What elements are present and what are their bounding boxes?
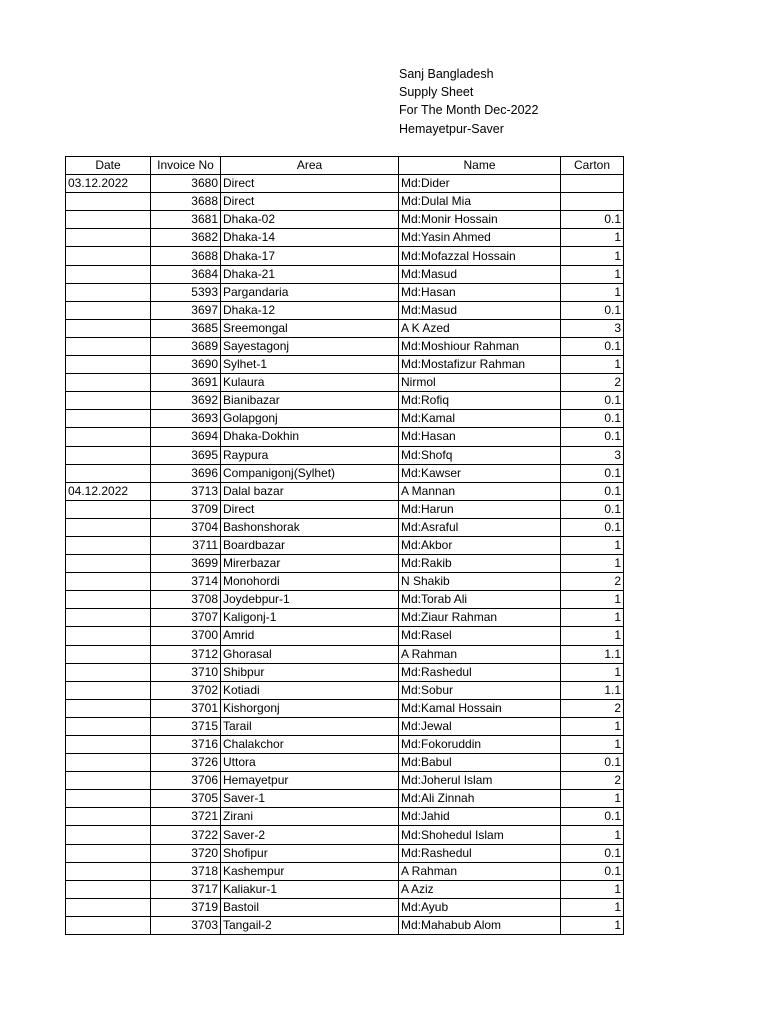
- cell-area: Kotiadi: [221, 681, 399, 699]
- cell-carton: 0.1: [561, 844, 624, 862]
- cell-date: [66, 573, 151, 591]
- table-row: [66, 880, 624, 898]
- cell-area: Saver-1: [221, 790, 399, 808]
- cell-name: Md:Masud: [399, 301, 561, 319]
- table-row: [66, 337, 624, 355]
- table-row: [66, 772, 624, 790]
- cell-invoice: 3691: [151, 374, 221, 392]
- cell-carton: 3: [561, 446, 624, 464]
- table-row: [66, 482, 624, 500]
- table-header-row: [66, 157, 624, 175]
- table-row: [66, 699, 624, 717]
- table-row: [66, 518, 624, 536]
- cell-carton: 1: [561, 880, 624, 898]
- column-header-date: Date: [66, 157, 151, 175]
- cell-name: Md:Monir Hossain: [399, 211, 561, 229]
- table-row: [66, 717, 624, 735]
- table-row: [66, 247, 624, 265]
- cell-area: Mirerbazar: [221, 555, 399, 573]
- cell-invoice: 3718: [151, 862, 221, 880]
- cell-invoice: 3693: [151, 410, 221, 428]
- cell-carton: 0.1: [561, 337, 624, 355]
- column-header-name: Name: [399, 157, 561, 175]
- cell-area: Uttora: [221, 754, 399, 772]
- cell-name: A Mannan: [399, 482, 561, 500]
- cell-name: Md:Hasan: [399, 283, 561, 301]
- cell-carton: 1: [561, 229, 624, 247]
- cell-name: A Aziz: [399, 880, 561, 898]
- cell-area: Hemayetpur: [221, 772, 399, 790]
- table-row: [66, 609, 624, 627]
- cell-date: 04.12.2022: [66, 482, 151, 500]
- cell-name: Md:Shofq: [399, 446, 561, 464]
- cell-carton: 1: [561, 717, 624, 735]
- cell-carton: 0.1: [561, 410, 624, 428]
- table-row: [66, 754, 624, 772]
- cell-name: Md:Rakib: [399, 555, 561, 573]
- cell-area: Sreemongal: [221, 319, 399, 337]
- cell-date: [66, 283, 151, 301]
- cell-name: A Rahman: [399, 645, 561, 663]
- cell-name: Md:Masud: [399, 265, 561, 283]
- cell-date: [66, 754, 151, 772]
- table-row: [66, 555, 624, 573]
- cell-invoice: 3710: [151, 663, 221, 681]
- cell-name: Md:Kawser: [399, 464, 561, 482]
- cell-carton: [561, 175, 624, 193]
- cell-date: [66, 500, 151, 518]
- cell-carton: 0.1: [561, 211, 624, 229]
- cell-invoice: 3715: [151, 717, 221, 735]
- table-row: [66, 175, 624, 193]
- table-row: [66, 808, 624, 826]
- table-row: [66, 844, 624, 862]
- cell-area: Pargandaria: [221, 283, 399, 301]
- cell-date: [66, 808, 151, 826]
- cell-date: [66, 663, 151, 681]
- cell-name: Md:Rashedul: [399, 844, 561, 862]
- cell-name: Md:Kamal Hossain: [399, 699, 561, 717]
- cell-name: Md:Hasan: [399, 428, 561, 446]
- cell-name: Md:Ayub: [399, 898, 561, 916]
- cell-carton: 1: [561, 609, 624, 627]
- cell-date: [66, 645, 151, 663]
- cell-carton: 2: [561, 374, 624, 392]
- cell-name: Md:Dider: [399, 175, 561, 193]
- cell-area: Tangail-2: [221, 916, 399, 934]
- cell-area: Shibpur: [221, 663, 399, 681]
- cell-carton: 0.1: [561, 862, 624, 880]
- table-row: [66, 446, 624, 464]
- column-header-area: Area: [221, 157, 399, 175]
- table-row: [66, 193, 624, 211]
- cell-invoice: 3713: [151, 482, 221, 500]
- supply-table: [65, 156, 624, 935]
- cell-invoice: 3682: [151, 229, 221, 247]
- cell-name: Md:Fokoruddin: [399, 736, 561, 754]
- sheet-header: [399, 65, 538, 138]
- cell-invoice: 3709: [151, 500, 221, 518]
- cell-name: Md:Ali Zinnah: [399, 790, 561, 808]
- cell-invoice: 3707: [151, 609, 221, 627]
- cell-carton: 1: [561, 826, 624, 844]
- cell-name: Md:Harun: [399, 500, 561, 518]
- cell-invoice: 3701: [151, 699, 221, 717]
- cell-date: [66, 356, 151, 374]
- cell-name: Md:Moshiour Rahman: [399, 337, 561, 355]
- table-row: [66, 356, 624, 374]
- cell-area: Dhaka-14: [221, 229, 399, 247]
- cell-area: Raypura: [221, 446, 399, 464]
- cell-name: Nirmol: [399, 374, 561, 392]
- cell-name: Md:Dulal Mia: [399, 193, 561, 211]
- cell-area: Kashempur: [221, 862, 399, 880]
- cell-area: Companigonj(Sylhet): [221, 464, 399, 482]
- cell-area: Direct: [221, 175, 399, 193]
- table-row: [66, 229, 624, 247]
- cell-invoice: 3702: [151, 681, 221, 699]
- cell-date: [66, 699, 151, 717]
- cell-date: [66, 319, 151, 337]
- table-row: [66, 500, 624, 518]
- cell-area: Bianibazar: [221, 392, 399, 410]
- table-row: [66, 428, 624, 446]
- cell-date: [66, 790, 151, 808]
- cell-date: [66, 591, 151, 609]
- cell-date: [66, 518, 151, 536]
- cell-date: [66, 627, 151, 645]
- cell-date: [66, 772, 151, 790]
- cell-carton: 1: [561, 790, 624, 808]
- cell-date: [66, 898, 151, 916]
- cell-carton: 3: [561, 319, 624, 337]
- cell-name: Md:Mahabub Alom: [399, 916, 561, 934]
- cell-area: Dhaka-12: [221, 301, 399, 319]
- cell-area: Dhaka-02: [221, 211, 399, 229]
- cell-carton: 0.1: [561, 428, 624, 446]
- cell-area: Kaliakur-1: [221, 880, 399, 898]
- cell-date: [66, 536, 151, 554]
- cell-name: Md:Mofazzal Hossain: [399, 247, 561, 265]
- sheet-title: Supply Sheet: [399, 85, 474, 100]
- company-name: Sanj Bangladesh: [399, 67, 494, 81]
- cell-invoice: 3692: [151, 392, 221, 410]
- cell-carton: 1: [561, 536, 624, 554]
- table-row: [66, 645, 624, 663]
- cell-invoice: 3712: [151, 645, 221, 663]
- cell-carton: 0.1: [561, 518, 624, 536]
- cell-area: Amrid: [221, 627, 399, 645]
- cell-invoice: 3726: [151, 754, 221, 772]
- cell-area: Sylhet-1: [221, 356, 399, 374]
- cell-date: [66, 446, 151, 464]
- cell-invoice: 3681: [151, 211, 221, 229]
- cell-invoice: 3719: [151, 898, 221, 916]
- cell-area: Joydebpur-1: [221, 591, 399, 609]
- cell-area: Direct: [221, 500, 399, 518]
- cell-date: [66, 826, 151, 844]
- table-row: [66, 862, 624, 880]
- table-row: [66, 301, 624, 319]
- cell-carton: 1: [561, 916, 624, 934]
- cell-carton: 1: [561, 555, 624, 573]
- cell-carton: 0.1: [561, 482, 624, 500]
- cell-invoice: 3721: [151, 808, 221, 826]
- cell-date: [66, 555, 151, 573]
- cell-date: [66, 229, 151, 247]
- cell-area: Boardbazar: [221, 536, 399, 554]
- table-row: [66, 898, 624, 916]
- cell-name: Md:Rasel: [399, 627, 561, 645]
- cell-name: Md:Jewal: [399, 717, 561, 735]
- cell-invoice: 3704: [151, 518, 221, 536]
- table-row: [66, 627, 624, 645]
- cell-carton: 1: [561, 356, 624, 374]
- cell-carton: 1: [561, 591, 624, 609]
- cell-date: [66, 609, 151, 627]
- cell-carton: 2: [561, 772, 624, 790]
- table-body: [66, 175, 624, 935]
- cell-carton: 1: [561, 247, 624, 265]
- cell-carton: 0.1: [561, 754, 624, 772]
- cell-invoice: 3697: [151, 301, 221, 319]
- table-row: [66, 374, 624, 392]
- cell-invoice: 3696: [151, 464, 221, 482]
- cell-area: Dhaka-Dokhin: [221, 428, 399, 446]
- cell-name: Md:Sobur: [399, 681, 561, 699]
- cell-invoice: 3714: [151, 573, 221, 591]
- cell-carton: 1: [561, 627, 624, 645]
- cell-date: [66, 862, 151, 880]
- table-row: [66, 663, 624, 681]
- cell-date: 03.12.2022: [66, 175, 151, 193]
- cell-invoice: 3688: [151, 247, 221, 265]
- table-row: [66, 464, 624, 482]
- cell-carton: 1.1: [561, 681, 624, 699]
- cell-invoice: 3703: [151, 916, 221, 934]
- cell-name: Md:Jahid: [399, 808, 561, 826]
- cell-carton: 2: [561, 573, 624, 591]
- cell-invoice: 3717: [151, 880, 221, 898]
- cell-carton: 0.1: [561, 500, 624, 518]
- cell-area: Bastoil: [221, 898, 399, 916]
- cell-date: [66, 464, 151, 482]
- cell-area: Monohordi: [221, 573, 399, 591]
- cell-name: N Shakib: [399, 573, 561, 591]
- cell-invoice: 3694: [151, 428, 221, 446]
- cell-invoice: 3685: [151, 319, 221, 337]
- cell-carton: 1: [561, 736, 624, 754]
- table-row: [66, 319, 624, 337]
- cell-area: Sayestagonj: [221, 337, 399, 355]
- cell-carton: 2: [561, 699, 624, 717]
- table-row: [66, 736, 624, 754]
- cell-invoice: 3722: [151, 826, 221, 844]
- cell-date: [66, 681, 151, 699]
- cell-name: Md:Ziaur Rahman: [399, 609, 561, 627]
- cell-date: [66, 211, 151, 229]
- table-row: [66, 790, 624, 808]
- table-row: [66, 392, 624, 410]
- cell-date: [66, 301, 151, 319]
- cell-carton: 1.1: [561, 645, 624, 663]
- cell-date: [66, 193, 151, 211]
- cell-invoice: 3708: [151, 591, 221, 609]
- cell-area: Saver-2: [221, 826, 399, 844]
- table-row: [66, 536, 624, 554]
- table-row: [66, 573, 624, 591]
- cell-date: [66, 717, 151, 735]
- cell-area: Golapgonj: [221, 410, 399, 428]
- cell-date: [66, 844, 151, 862]
- cell-invoice: 3699: [151, 555, 221, 573]
- table-row: [66, 826, 624, 844]
- cell-area: Dhaka-21: [221, 265, 399, 283]
- cell-name: Md:Rofiq: [399, 392, 561, 410]
- table-row: [66, 211, 624, 229]
- cell-invoice: 3680: [151, 175, 221, 193]
- cell-area: Kaligonj-1: [221, 609, 399, 627]
- cell-date: [66, 410, 151, 428]
- cell-invoice: 3684: [151, 265, 221, 283]
- cell-name: Md:Shohedul Islam: [399, 826, 561, 844]
- cell-date: [66, 428, 151, 446]
- cell-invoice: 3706: [151, 772, 221, 790]
- cell-date: [66, 880, 151, 898]
- table-row: [66, 410, 624, 428]
- cell-date: [66, 337, 151, 355]
- table-row: [66, 916, 624, 934]
- cell-name: Md:Torab Ali: [399, 591, 561, 609]
- cell-area: Dalal bazar: [221, 482, 399, 500]
- table-row: [66, 265, 624, 283]
- cell-area: Bashonshorak: [221, 518, 399, 536]
- table-row: [66, 681, 624, 699]
- cell-name: Md:Mostafizur Rahman: [399, 356, 561, 374]
- cell-invoice: 3688: [151, 193, 221, 211]
- cell-carton: 1: [561, 283, 624, 301]
- cell-date: [66, 392, 151, 410]
- cell-date: [66, 916, 151, 934]
- cell-carton: 0.1: [561, 464, 624, 482]
- cell-carton: 1: [561, 663, 624, 681]
- cell-area: Kishorgonj: [221, 699, 399, 717]
- table-row: [66, 283, 624, 301]
- cell-name: Md:Yasin Ahmed: [399, 229, 561, 247]
- cell-invoice: 3720: [151, 844, 221, 862]
- cell-name: A Rahman: [399, 862, 561, 880]
- cell-invoice: 3700: [151, 627, 221, 645]
- cell-name: Md:Akbor: [399, 536, 561, 554]
- cell-area: Kulaura: [221, 374, 399, 392]
- cell-area: Zirani: [221, 808, 399, 826]
- cell-invoice: 3690: [151, 356, 221, 374]
- cell-date: [66, 265, 151, 283]
- cell-date: [66, 374, 151, 392]
- cell-name: Md:Rashedul: [399, 663, 561, 681]
- cell-carton: 1: [561, 265, 624, 283]
- cell-date: [66, 247, 151, 265]
- sheet-period: For The Month Dec-2022: [399, 103, 539, 118]
- cell-invoice: 3689: [151, 337, 221, 355]
- cell-area: Shofipur: [221, 844, 399, 862]
- cell-name: Md:Joherul Islam: [399, 772, 561, 790]
- cell-invoice: 3716: [151, 736, 221, 754]
- column-header-invoice: Invoice No: [151, 157, 221, 175]
- cell-carton: [561, 193, 624, 211]
- cell-name: Md:Asraful: [399, 518, 561, 536]
- table-row: [66, 591, 624, 609]
- sheet-location: Hemayetpur-Saver: [399, 121, 504, 136]
- cell-name: A K Azed: [399, 319, 561, 337]
- cell-name: Md:Kamal: [399, 410, 561, 428]
- cell-area: Ghorasal: [221, 645, 399, 663]
- cell-area: Tarail: [221, 717, 399, 735]
- cell-carton: 0.1: [561, 301, 624, 319]
- cell-carton: 0.1: [561, 808, 624, 826]
- cell-carton: 1: [561, 898, 624, 916]
- column-header-carton: Carton: [561, 157, 624, 175]
- cell-name: Md:Babul: [399, 754, 561, 772]
- cell-carton: 0.1: [561, 392, 624, 410]
- cell-date: [66, 736, 151, 754]
- cell-invoice: 3705: [151, 790, 221, 808]
- cell-invoice: 5393: [151, 283, 221, 301]
- cell-area: Chalakchor: [221, 736, 399, 754]
- cell-invoice: 3711: [151, 536, 221, 554]
- cell-area: Direct: [221, 193, 399, 211]
- cell-area: Dhaka-17: [221, 247, 399, 265]
- cell-invoice: 3695: [151, 446, 221, 464]
